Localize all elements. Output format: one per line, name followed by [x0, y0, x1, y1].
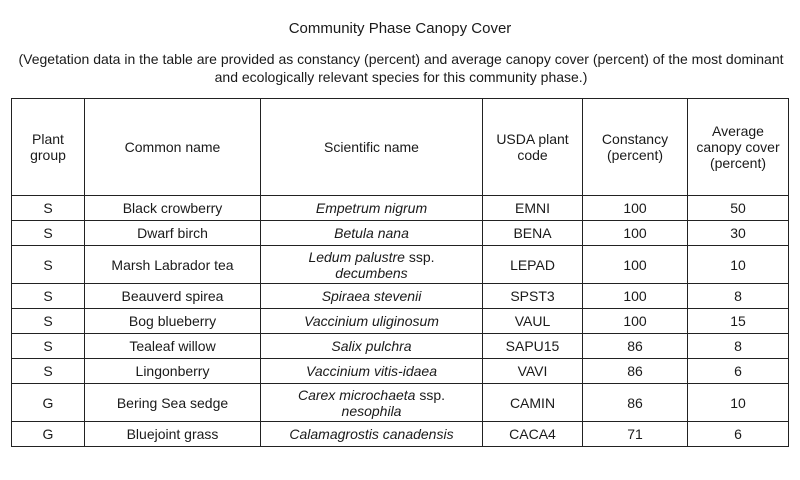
cell-canopy-cover: 15	[688, 309, 789, 334]
cell-constancy: 86	[583, 334, 688, 359]
cell-plant-group: S	[12, 284, 85, 309]
cell-canopy-cover: 50	[688, 196, 789, 221]
cell-plant-group: G	[12, 422, 85, 447]
cell-plant-group: S	[12, 221, 85, 246]
cell-canopy-cover: 8	[688, 284, 789, 309]
cell-plant-group: S	[12, 196, 85, 221]
cell-usda-code: LEPAD	[483, 246, 583, 284]
cell-plant-group: G	[12, 384, 85, 422]
cell-scientific-name	[261, 221, 483, 246]
table-row	[12, 284, 789, 309]
table-row	[12, 221, 789, 246]
scientific-name-text: Carex microchaeta	[297, 386, 416, 403]
header-scientific-name: Scientific name	[261, 99, 483, 196]
cell-scientific-name	[261, 246, 483, 284]
cell-canopy-cover: 6	[688, 359, 789, 384]
cell-usda-code: BENA	[483, 221, 583, 246]
cell-plant-group: S	[12, 309, 85, 334]
scientific-name-text: Spiraea stevenii	[321, 288, 422, 304]
scientific-name-infraspecific: nesophila	[341, 402, 402, 419]
cell-constancy: 71	[583, 422, 688, 447]
cell-usda-code: VAVI	[483, 359, 583, 384]
cell-canopy-cover: 10	[688, 384, 789, 422]
cell-usda-code: SPST3	[483, 284, 583, 309]
scientific-name-text: Salix pulchra	[331, 338, 412, 354]
cell-scientific-name	[261, 384, 483, 422]
cell-scientific-name	[261, 196, 483, 221]
cell-constancy: 100	[583, 221, 688, 246]
header-constancy: Constancy (percent)	[583, 99, 688, 196]
table-row	[12, 384, 789, 422]
scientific-name-rank: ssp.	[415, 386, 446, 403]
cell-scientific-name	[261, 422, 483, 447]
header-usda-plant-code: USDA plant code	[483, 99, 583, 196]
table-row	[12, 196, 789, 221]
scientific-name-rank: ssp.	[404, 248, 435, 265]
table-header-row	[12, 99, 789, 196]
scientific-name-text: Empetrum nigrum	[315, 200, 428, 216]
table-caption: (Vegetation data in the table are provided as constancy (percent) and average canopy cover (percent) of the most dominant and ecologically relevant species for this community phase.)	[18, 51, 784, 85]
cell-scientific-name	[261, 334, 483, 359]
header-plant-group: Plant group	[12, 99, 85, 196]
cell-scientific-name	[261, 309, 483, 334]
cell-constancy: 100	[583, 246, 688, 284]
cell-constancy: 100	[583, 196, 688, 221]
cell-common-name: Bluejoint grass	[85, 422, 261, 447]
scientific-name-text: Betula nana	[334, 225, 409, 241]
cell-usda-code: CACA4	[483, 422, 583, 447]
cell-constancy: 100	[583, 309, 688, 334]
cell-usda-code: VAUL	[483, 309, 583, 334]
scientific-name-text: Calamagrostis canadensis	[289, 426, 454, 442]
cell-common-name: Bering Sea sedge	[85, 384, 261, 422]
header-common-name: Common name	[85, 99, 261, 196]
cell-canopy-cover: 30	[688, 221, 789, 246]
cell-common-name: Bog blueberry	[85, 309, 261, 334]
cell-plant-group: S	[12, 359, 85, 384]
cell-common-name: Beauverd spirea	[85, 284, 261, 309]
header-average-canopy-cover: Average canopy cover (percent)	[688, 99, 789, 196]
scientific-name-text: Vaccinium uliginosum	[304, 313, 439, 329]
cell-common-name: Black crowberry	[85, 196, 261, 221]
page-title: Community Phase Canopy Cover	[288, 20, 512, 37]
cell-scientific-name	[261, 359, 483, 384]
table-row	[12, 334, 789, 359]
canopy-cover-table	[11, 98, 789, 447]
table-row	[12, 246, 789, 284]
cell-canopy-cover: 8	[688, 334, 789, 359]
cell-common-name: Lingonberry	[85, 359, 261, 384]
cell-common-name: Tealeaf willow	[85, 334, 261, 359]
cell-usda-code: CAMIN	[483, 384, 583, 422]
scientific-name-infraspecific: decumbens	[335, 264, 408, 281]
scientific-name-text: Ledum palustre	[308, 248, 405, 265]
scientific-name-text: Vaccinium vitis-idaea	[306, 363, 437, 379]
cell-usda-code: EMNI	[483, 196, 583, 221]
cell-constancy: 86	[583, 384, 688, 422]
cell-canopy-cover: 10	[688, 246, 789, 284]
cell-canopy-cover: 6	[688, 422, 789, 447]
table-row	[12, 309, 789, 334]
cell-plant-group: S	[12, 334, 85, 359]
table-row	[12, 359, 789, 384]
cell-constancy: 86	[583, 359, 688, 384]
cell-constancy: 100	[583, 284, 688, 309]
cell-common-name: Marsh Labrador tea	[85, 246, 261, 284]
table-row	[12, 422, 789, 447]
cell-common-name: Dwarf birch	[85, 221, 261, 246]
cell-scientific-name	[261, 284, 483, 309]
cell-usda-code: SAPU15	[483, 334, 583, 359]
cell-plant-group: S	[12, 246, 85, 284]
